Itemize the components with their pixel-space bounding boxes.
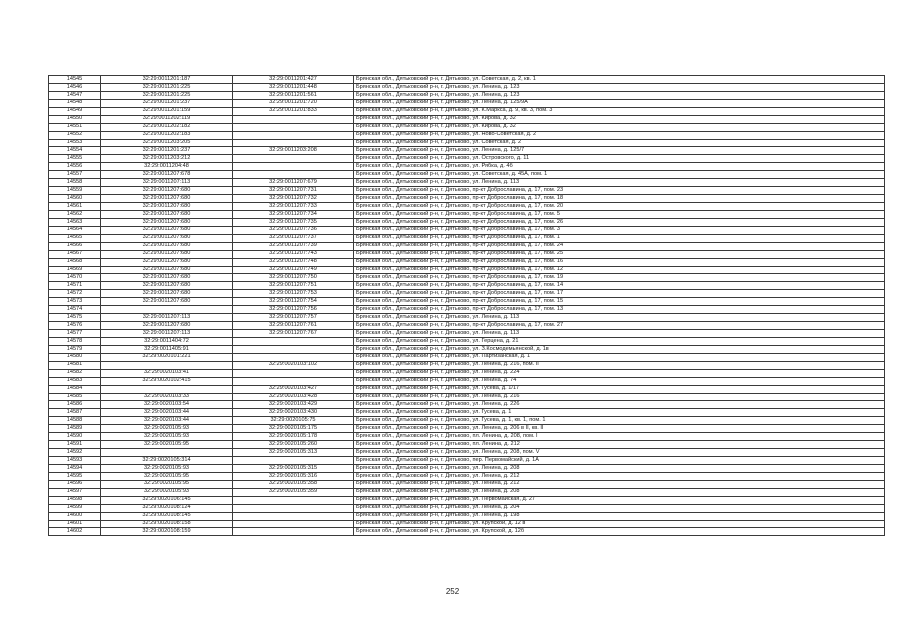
row-number-cell: 14577 bbox=[49, 330, 101, 338]
cadastral-number-cell: 32:29:0011203:205 bbox=[101, 139, 233, 147]
table-row bbox=[49, 337, 885, 345]
address-cell: Брянская обл., Дятьковский р-н, г. Дятьково, ул. Советская, д. 45А, пом. 1 bbox=[354, 171, 885, 179]
row-number-cell: 14554 bbox=[49, 147, 101, 155]
object-number-cell: 32:29:0011207:733 bbox=[233, 203, 354, 211]
object-number-cell: 32:29:0011207:734 bbox=[233, 210, 354, 218]
table-row bbox=[49, 504, 885, 512]
cadastral-number-cell: 32:29:0011207:680 bbox=[101, 203, 233, 211]
row-number-cell: 14589 bbox=[49, 425, 101, 433]
object-number-cell bbox=[233, 504, 354, 512]
row-number-cell: 14565 bbox=[49, 234, 101, 242]
address-cell: Брянская обл., Дятьковский р-н, г. Дятьково, пл. Ленина, д. 212 bbox=[354, 441, 885, 449]
row-number-cell: 14592 bbox=[49, 449, 101, 457]
cadastral-number-cell: 32:29:0011207:680 bbox=[101, 234, 233, 242]
row-number-cell: 14567 bbox=[49, 250, 101, 258]
cadastral-number-cell: 32:29:0020108:159 bbox=[101, 528, 233, 536]
table-row bbox=[49, 250, 885, 258]
cadastral-number-cell: 32:29:0011207:113 bbox=[101, 314, 233, 322]
object-number-cell bbox=[233, 520, 354, 528]
cadastral-number-cell bbox=[101, 449, 233, 457]
cadastral-number-cell: 32:29:0020103:54 bbox=[101, 401, 233, 409]
cadastral-number-cell: 32:29:0020103:44 bbox=[101, 409, 233, 417]
address-cell: Брянская обл., Дятьковский р-н, г. Дятьково, пр-кт Доброславина, д. 17, пом. 26 bbox=[354, 218, 885, 226]
row-number-cell: 14597 bbox=[49, 488, 101, 496]
row-number-cell: 14574 bbox=[49, 306, 101, 314]
address-cell: Брянская обл., Дятьковский р-н, г. Дятьково, пр-кт Доброславина, д. 17, пом. 23 bbox=[354, 187, 885, 195]
row-number-cell: 14548 bbox=[49, 99, 101, 107]
table-row bbox=[49, 107, 885, 115]
address-cell: Брянская обл., Дятьковский р-н, г. Дятьково, пр-кт Доброславина, д. 17, пом. 1 bbox=[354, 234, 885, 242]
object-number-cell: 32:29:0020105:358 bbox=[233, 480, 354, 488]
address-cell: Брянская обл., Дятьковский р-н, г. Дятьково, ул. Крупской, д. 12 в bbox=[354, 520, 885, 528]
object-number-cell bbox=[233, 353, 354, 361]
address-cell: Брянская обл., Дятьковский р-н, г. Дятьково, ул. К.Маркса, д. 9, кв. 3, пом. 3 bbox=[354, 107, 885, 115]
table-row bbox=[49, 464, 885, 472]
table-row bbox=[49, 377, 885, 385]
table-row bbox=[49, 449, 885, 457]
table-row bbox=[49, 425, 885, 433]
object-number-cell: 32:29:0011201:720 bbox=[233, 99, 354, 107]
row-number-cell: 14599 bbox=[49, 504, 101, 512]
cadastral-number-cell: 32:29:0020105:93 bbox=[101, 425, 233, 433]
address-cell: Брянская обл., Дятьковский р-н, г. Дятьково, ул. Ленина, д. 208 bbox=[354, 488, 885, 496]
row-number-cell: 14579 bbox=[49, 345, 101, 353]
address-cell: Брянская обл., Дятьковский р-н, г. Дятьково, ул. Ленина, д. 212 bbox=[354, 480, 885, 488]
row-number-cell: 14571 bbox=[49, 282, 101, 290]
cadastral-number-cell: 32:29:0011202:182 bbox=[101, 123, 233, 131]
object-number-cell: 32:29:0020103:427 bbox=[233, 385, 354, 393]
row-number-cell: 14575 bbox=[49, 314, 101, 322]
address-cell: Брянская обл., Дятьковский р-н, г. Дятьково, ул. Ленина, д. 198 bbox=[354, 512, 885, 520]
cadastral-number-cell: 32:29:0011201:237 bbox=[101, 99, 233, 107]
object-number-cell: 32:29:0020105:316 bbox=[233, 472, 354, 480]
address-cell: Брянская обл., Дятьковский р-н, г. Дятьково, пр-кт Доброславина, д. 17, пом. 13 bbox=[354, 306, 885, 314]
cadastral-number-cell: 32:29:0011201:225 bbox=[101, 83, 233, 91]
cadastral-number-cell: 32:29:0011207:113 bbox=[101, 330, 233, 338]
table-row bbox=[49, 218, 885, 226]
address-cell: Брянская обл., Дятьковский р-н, г. Дятьково, ул. Ленина, д. 113 bbox=[354, 314, 885, 322]
cadastral-number-cell: 32:29:0020105:93 bbox=[101, 464, 233, 472]
cadastral-number-cell: 32:29:0011404:72 bbox=[101, 337, 233, 345]
cadastral-number-cell: 32:29:0020105:95 bbox=[101, 472, 233, 480]
table-row bbox=[49, 306, 885, 314]
object-number-cell: 32:29:0011201:427 bbox=[233, 76, 354, 84]
object-number-cell bbox=[233, 512, 354, 520]
row-number-cell: 14557 bbox=[49, 171, 101, 179]
row-number-cell: 14595 bbox=[49, 472, 101, 480]
row-number-cell: 14594 bbox=[49, 464, 101, 472]
cadastral-number-cell: 32:29:0020103:41 bbox=[101, 369, 233, 377]
cadastral-number-cell: 32:29:0011203:212 bbox=[101, 155, 233, 163]
address-cell: Брянская обл., Дятьковский р-н, г. Дятьково, ул. Островского, д. 11 bbox=[354, 155, 885, 163]
table-row bbox=[49, 123, 885, 131]
row-number-cell: 14566 bbox=[49, 242, 101, 250]
table-row bbox=[49, 258, 885, 266]
table-row bbox=[49, 393, 885, 401]
address-cell: Брянская обл., Дятьковский р-н, г. Дятьково, ул. Советская, д. 2, кв. 1 bbox=[354, 76, 885, 84]
table-row bbox=[49, 195, 885, 203]
address-cell: Брянская обл., Дятьковский р-н, г. Дятьково, ул. Ленина, д. 113 bbox=[354, 330, 885, 338]
address-cell: Брянская обл., Дятьковский р-н, г. Дятьково, пр-кт Доброславина, д. 17, пом. 3 bbox=[354, 226, 885, 234]
row-number-cell: 14561 bbox=[49, 203, 101, 211]
table-row bbox=[49, 512, 885, 520]
table-row bbox=[49, 147, 885, 155]
object-number-cell: 32:29:0011207:743 bbox=[233, 250, 354, 258]
address-cell: Брянская обл., Дятьковский р-н, г. Дятьково, ул. Ленина, д. 208 bbox=[354, 464, 885, 472]
address-cell: Брянская обл., Дятьковский р-н, г. Дятьково, ул. Кирова, д. 32 bbox=[354, 123, 885, 131]
table-row bbox=[49, 353, 885, 361]
object-number-cell: 32:29:0011207:679 bbox=[233, 179, 354, 187]
address-cell: Брянская обл., Дятьковский р-н, г. Дятьково, ул. Ленина, д. 224 bbox=[354, 369, 885, 377]
table-row bbox=[49, 528, 885, 536]
row-number-cell: 14545 bbox=[49, 76, 101, 84]
table-row bbox=[49, 496, 885, 504]
address-cell: Брянская обл., Дятьковский р-н, г. Дятьково, пр-кт Доброславина, д. 17, пом. 20 bbox=[354, 203, 885, 211]
address-cell: Брянская обл., Дятьковский р-н, г. Дятьково, ул. Ново-Советская, д. 2 bbox=[354, 131, 885, 139]
address-cell: Брянская обл., Дятьковский р-н, г. Дятьково, пр-кт Доброславина, д. 17, пом. 18 bbox=[354, 195, 885, 203]
object-number-cell bbox=[233, 496, 354, 504]
object-number-cell bbox=[233, 115, 354, 123]
table-row bbox=[49, 131, 885, 139]
cadastral-number-cell: 32:29:0020101:221 bbox=[101, 353, 233, 361]
cadastral-number-cell: 32:29:0011207:680 bbox=[101, 242, 233, 250]
table-row bbox=[49, 187, 885, 195]
cadastral-number-cell: 32:29:0020108:158 bbox=[101, 520, 233, 528]
address-cell: Брянская обл., Дятьковский р-н, г. Дятьково, ул. Ленина, д. 123 bbox=[354, 91, 885, 99]
address-cell: Брянская обл., Дятьковский р-н, г. Дятьково, ул. Партизанская, д. 1 bbox=[354, 353, 885, 361]
table-row bbox=[49, 91, 885, 99]
cadastral-number-cell: 32:29:0011207:680 bbox=[101, 322, 233, 330]
row-number-cell: 14572 bbox=[49, 290, 101, 298]
object-number-cell bbox=[233, 163, 354, 171]
table-row bbox=[49, 139, 885, 147]
row-number-cell: 14550 bbox=[49, 115, 101, 123]
table-row bbox=[49, 155, 885, 163]
address-cell: Брянская обл., Дятьковский р-н, г. Дятьково, ул. Ленина, д. 74 bbox=[354, 377, 885, 385]
object-number-cell bbox=[233, 337, 354, 345]
row-number-cell: 14570 bbox=[49, 274, 101, 282]
cadastral-number-cell: 32:29:0020103:33 bbox=[101, 393, 233, 401]
cadastral-number-cell: 32:29:0011207:678 bbox=[101, 171, 233, 179]
object-number-cell: 32:29:0011207:757 bbox=[233, 314, 354, 322]
cadastral-number-cell: 32:29:0020108:145 bbox=[101, 512, 233, 520]
object-number-cell bbox=[233, 345, 354, 353]
row-number-cell: 14553 bbox=[49, 139, 101, 147]
object-number-cell bbox=[233, 457, 354, 465]
row-number-cell: 14598 bbox=[49, 496, 101, 504]
address-cell: Брянская обл., Дятьковский р-н, г. Дятьково, ул. З.Космодемьянской, д. 1в bbox=[354, 345, 885, 353]
address-cell: Брянская обл., Дятьковский р-н, г. Дятьково, ул. Гусева, д. 1 bbox=[354, 409, 885, 417]
object-number-cell: 32:29:0020103:430 bbox=[233, 409, 354, 417]
object-number-cell: 32:29:0011207:735 bbox=[233, 218, 354, 226]
table-row bbox=[49, 203, 885, 211]
object-number-cell: 32:29:0011207:737 bbox=[233, 234, 354, 242]
cadastral-number-cell: 32:29:0011207:680 bbox=[101, 226, 233, 234]
row-number-cell: 14578 bbox=[49, 337, 101, 345]
row-number-cell: 14600 bbox=[49, 512, 101, 520]
row-number-cell: 14582 bbox=[49, 369, 101, 377]
address-cell: Брянская обл., Дятьковский р-н, г. Дятьково, ул. Ленина, д. 216, пом. II bbox=[354, 361, 885, 369]
object-number-cell: 32:29:0020105:260 bbox=[233, 441, 354, 449]
table-row bbox=[49, 330, 885, 338]
cadastral-number-cell: 32:29:0020105:95 bbox=[101, 480, 233, 488]
row-number-cell: 14568 bbox=[49, 258, 101, 266]
table-row bbox=[49, 314, 885, 322]
object-number-cell: 32:29:0020105:359 bbox=[233, 488, 354, 496]
cadastral-number-cell: 32:29:0020106:145 bbox=[101, 496, 233, 504]
cadastral-number-cell: 32:29:0011204:48 bbox=[101, 163, 233, 171]
address-cell: Брянская обл., Дятьковский р-н, г. Дятьково, ул. Гусева, д. 1, кв. 1, пом. 1 bbox=[354, 417, 885, 425]
cadastral-number-cell: 32:29:0020105:314 bbox=[101, 457, 233, 465]
object-number-cell bbox=[233, 123, 354, 131]
cadastral-number-cell: 32:29:0020105:95 bbox=[101, 441, 233, 449]
cadastral-number-cell: 32:29:0011207:680 bbox=[101, 195, 233, 203]
object-number-cell bbox=[233, 377, 354, 385]
row-number-cell: 14601 bbox=[49, 520, 101, 528]
cadastral-number-cell: 32:29:0020105:93 bbox=[101, 433, 233, 441]
table-row bbox=[49, 179, 885, 187]
row-number-cell: 14560 bbox=[49, 195, 101, 203]
cadastral-number-cell: 32:29:0011202:183 bbox=[101, 131, 233, 139]
row-number-cell: 14588 bbox=[49, 417, 101, 425]
cadastral-number-cell: 32:29:0011207:680 bbox=[101, 250, 233, 258]
table-row bbox=[49, 385, 885, 393]
table-row bbox=[49, 401, 885, 409]
address-cell: Брянская обл., Дятьковский р-н, г. Дятьково, ул. Рябка, д. 4б bbox=[354, 163, 885, 171]
row-number-cell: 14581 bbox=[49, 361, 101, 369]
object-number-cell: 32:29:0011207:751 bbox=[233, 282, 354, 290]
address-cell: Брянская обл., Дятьковский р-н, г. Дятьково, пр-кт Доброславина, д. 17, пом. 27 bbox=[354, 322, 885, 330]
row-number-cell: 14569 bbox=[49, 266, 101, 274]
cadastral-number-cell: 32:29:0020103:44 bbox=[101, 417, 233, 425]
table-row bbox=[49, 520, 885, 528]
row-number-cell: 14555 bbox=[49, 155, 101, 163]
object-number-cell: 32:29:0011201:448 bbox=[233, 83, 354, 91]
address-cell: Брянская обл., Дятьковский р-н, г. Дятьково, пр-кт Доброславина, д. 17, пом. 12 bbox=[354, 266, 885, 274]
table-row bbox=[49, 171, 885, 179]
address-cell: Брянская обл., Дятьковский р-н, г. Дятьково, пр-кт Доброславина, д. 17, пом. 5 bbox=[354, 210, 885, 218]
row-number-cell: 14586 bbox=[49, 401, 101, 409]
table-row bbox=[49, 266, 885, 274]
cadastral-number-cell bbox=[101, 306, 233, 314]
address-cell: Брянская обл., Дятьковский р-н, г. Дятьково, ул. Кирова, д. 32 bbox=[354, 115, 885, 123]
row-number-cell: 14556 bbox=[49, 163, 101, 171]
cadastral-number-cell: 32:29:0011207:680 bbox=[101, 218, 233, 226]
row-number-cell: 14602 bbox=[49, 528, 101, 536]
address-cell: Брянская обл., Дятьковский р-н, г. Дятьково, ул. Ленина, д. 113 bbox=[354, 179, 885, 187]
row-number-cell: 14559 bbox=[49, 187, 101, 195]
table-row bbox=[49, 83, 885, 91]
object-number-cell: 32:29:0011201:561 bbox=[233, 91, 354, 99]
address-cell: Брянская обл., Дятьковский р-н, г. Дятьково, пр-кт Доброславина, д. 17, пом. 19 bbox=[354, 274, 885, 282]
object-number-cell: 32:29:0020105:313 bbox=[233, 449, 354, 457]
row-number-cell: 14546 bbox=[49, 83, 101, 91]
address-cell: Брянская обл., Дятьковский р-н, г. Дятьково, ул. Гусева, д. 1/17 bbox=[354, 385, 885, 393]
table-row bbox=[49, 472, 885, 480]
address-cell: Брянская обл., Дятьковский р-н, г. Дятьково, ул. Ленина, д. 226 bbox=[354, 401, 885, 409]
address-cell: Брянская обл., Дятьковский р-н, г. Дятьково, ул. Советская, д. 2 bbox=[354, 139, 885, 147]
table-row bbox=[49, 282, 885, 290]
row-number-cell: 14562 bbox=[49, 210, 101, 218]
row-number-cell: 14549 bbox=[49, 107, 101, 115]
cadastral-number-cell: 32:29:0011207:680 bbox=[101, 290, 233, 298]
row-number-cell: 14585 bbox=[49, 393, 101, 401]
table-row bbox=[49, 345, 885, 353]
table-row bbox=[49, 115, 885, 123]
row-number-cell: 14583 bbox=[49, 377, 101, 385]
table-row bbox=[49, 290, 885, 298]
cadastral-number-cell: 32:29:0020108:124 bbox=[101, 504, 233, 512]
object-number-cell bbox=[233, 528, 354, 536]
address-cell: Брянская обл., Дятьковский р-н, г. Дятьково, ул. Ленина, д. 212 bbox=[354, 472, 885, 480]
address-cell: Брянская обл., Дятьковский р-н, г. Дятьково, пр-кт Доброславина, д. 17, пом. 15 bbox=[354, 298, 885, 306]
object-number-cell: 32:29:0011207:732 bbox=[233, 195, 354, 203]
cadastral-number-cell: 32:29:0011207:680 bbox=[101, 282, 233, 290]
row-number-cell: 14591 bbox=[49, 441, 101, 449]
address-cell: Брянская обл., Дятьковский р-н, г. Дятьково, ул. Ленина, д. 208, пом. V bbox=[354, 449, 885, 457]
address-cell: Брянская обл., Дятьковский р-н, г. Дятьково, ул. Герцена, д. 21 bbox=[354, 337, 885, 345]
object-number-cell: 32:29:0011207:767 bbox=[233, 330, 354, 338]
table-row bbox=[49, 163, 885, 171]
row-number-cell: 14593 bbox=[49, 457, 101, 465]
object-number-cell bbox=[233, 139, 354, 147]
table-row bbox=[49, 242, 885, 250]
cadastral-number-cell: 32:29:0011201:237 bbox=[101, 147, 233, 155]
address-cell: Брянская обл., Дятьковский р-н, г. Дятьково, ул. Ленина, д. 216 bbox=[354, 393, 885, 401]
address-cell: Брянская обл., Дятьковский р-н, г. Дятьково, пер. Первомайский, д. 1А bbox=[354, 457, 885, 465]
row-number-cell: 14558 bbox=[49, 179, 101, 187]
object-number-cell: 32:29:0011207:731 bbox=[233, 187, 354, 195]
object-number-cell bbox=[233, 171, 354, 179]
cadastral-number-cell: 32:29:0011201:225 bbox=[101, 91, 233, 99]
cadastral-number-cell: 32:29:0011207:680 bbox=[101, 274, 233, 282]
cadastral-number-cell bbox=[101, 385, 233, 393]
object-number-cell: 32:29:0011207:761 bbox=[233, 322, 354, 330]
address-cell: Брянская обл., Дятьковский р-н, г. Дятьково, ул. Первомайская, д. 27 bbox=[354, 496, 885, 504]
object-number-cell: 32:29:0011207:756 bbox=[233, 306, 354, 314]
table-row bbox=[49, 234, 885, 242]
address-cell: Брянская обл., Дятьковский р-н, г. Дятьково, пр-кт Доброславина, д. 17, пом. 24 bbox=[354, 242, 885, 250]
table-row bbox=[49, 488, 885, 496]
row-number-cell: 14547 bbox=[49, 91, 101, 99]
cadastral-number-cell: 32:29:0020105:93 bbox=[101, 488, 233, 496]
table-row bbox=[49, 457, 885, 465]
object-number-cell: 32:29:0011207:753 bbox=[233, 290, 354, 298]
row-number-cell: 14587 bbox=[49, 409, 101, 417]
table-row bbox=[49, 274, 885, 282]
object-number-cell bbox=[233, 155, 354, 163]
table-row bbox=[49, 417, 885, 425]
row-number-cell: 14596 bbox=[49, 480, 101, 488]
object-number-cell: 32:29:0020105:315 bbox=[233, 464, 354, 472]
address-cell: Брянская обл., Дятьковский р-н, г. Дятьково, пл. Ленина, д. 208, пом. I bbox=[354, 433, 885, 441]
cadastral-number-cell: 32:29:0011207:680 bbox=[101, 187, 233, 195]
cadastral-table bbox=[48, 75, 885, 536]
table-row bbox=[49, 409, 885, 417]
table-row bbox=[49, 322, 885, 330]
object-number-cell bbox=[233, 131, 354, 139]
row-number-cell: 14576 bbox=[49, 322, 101, 330]
row-number-cell: 14590 bbox=[49, 433, 101, 441]
table-row bbox=[49, 210, 885, 218]
row-number-cell: 14563 bbox=[49, 218, 101, 226]
object-number-cell: 32:29:0011207:749 bbox=[233, 266, 354, 274]
table-row bbox=[49, 298, 885, 306]
row-number-cell: 14552 bbox=[49, 131, 101, 139]
row-number-cell: 14564 bbox=[49, 226, 101, 234]
cadastral-number-cell: 32:29:0011207:680 bbox=[101, 298, 233, 306]
object-number-cell: 32:29:0020103:428 bbox=[233, 393, 354, 401]
address-cell: Брянская обл., Дятьковский р-н, г. Дятьково, ул. Ленина, д. 206 в II, кв. II bbox=[354, 425, 885, 433]
row-number-cell: 14584 bbox=[49, 385, 101, 393]
row-number-cell: 14573 bbox=[49, 298, 101, 306]
table-row bbox=[49, 441, 885, 449]
object-number-cell: 32:29:0011201:833 bbox=[233, 107, 354, 115]
table-row bbox=[49, 480, 885, 488]
table-row bbox=[49, 433, 885, 441]
row-number-cell: 14551 bbox=[49, 123, 101, 131]
object-number-cell: 32:29:0011207:748 bbox=[233, 258, 354, 266]
address-cell: Брянская обл., Дятьковский р-н, г. Дятьково, пр-кт Доброславина, д. 17, пом. 16 bbox=[354, 258, 885, 266]
cadastral-number-cell: 32:29:0011207:680 bbox=[101, 258, 233, 266]
table-row bbox=[49, 76, 885, 84]
cadastral-number-cell: 32:29:0011207:680 bbox=[101, 266, 233, 274]
table-row bbox=[49, 99, 885, 107]
table-row bbox=[49, 369, 885, 377]
page-number: 252 bbox=[445, 587, 460, 596]
cadastral-number-cell: 32:29:0011207:113 bbox=[101, 179, 233, 187]
object-number-cell: 32:29:0020105:178 bbox=[233, 433, 354, 441]
cadastral-number-cell: 32:29:0020102:415 bbox=[101, 377, 233, 385]
cadastral-number-cell: 32:29:0011405:91 bbox=[101, 345, 233, 353]
object-number-cell: 32:29:0020105:75 bbox=[233, 417, 354, 425]
object-number-cell: 32:29:0011207:750 bbox=[233, 274, 354, 282]
cadastral-number-cell: 32:29:0011202:119 bbox=[101, 115, 233, 123]
address-cell: Брянская обл., Дятьковский р-н, г. Дятьково, ул. Ленина, д. 125/9А bbox=[354, 99, 885, 107]
table-row bbox=[49, 226, 885, 234]
object-number-cell: 32:29:0011207:736 bbox=[233, 226, 354, 234]
address-cell: Брянская обл., Дятьковский р-н, г. Дятьково, ул. Ленина, д. 123 bbox=[354, 83, 885, 91]
object-number-cell: 32:29:0020103:102 bbox=[233, 361, 354, 369]
address-cell: Брянская обл., Дятьковский р-н, г. Дятьково, пр-кт Доброславина, д. 17, пом. 17 bbox=[354, 290, 885, 298]
cadastral-number-cell bbox=[101, 361, 233, 369]
cadastral-number-cell: 32:29:0011201:159 bbox=[101, 107, 233, 115]
cadastral-number-cell: 32:29:0011201:187 bbox=[101, 76, 233, 84]
object-number-cell: 32:29:0011207:739 bbox=[233, 242, 354, 250]
address-cell: Брянская обл., Дятьковский р-н, г. Дятьково, ул. Ленина, д. 204 bbox=[354, 504, 885, 512]
address-cell: Брянская обл., Дятьковский р-н, г. Дятьково, пр-кт Доброславина, д. 17, пом. 25 bbox=[354, 250, 885, 258]
object-number-cell: 32:29:0011207:754 bbox=[233, 298, 354, 306]
table-row bbox=[49, 361, 885, 369]
object-number-cell: 32:29:0011203:208 bbox=[233, 147, 354, 155]
address-cell: Брянская обл., Дятьковский р-н, г. Дятьково, ул. Ленина, д. 125/7 bbox=[354, 147, 885, 155]
address-cell: Брянская обл., Дятьковский р-н, г. Дятьково, пр-кт Доброславина, д. 17, пом. 14 bbox=[354, 282, 885, 290]
object-number-cell: 32:29:0020103:429 bbox=[233, 401, 354, 409]
row-number-cell: 14580 bbox=[49, 353, 101, 361]
object-number-cell bbox=[233, 369, 354, 377]
table-body bbox=[49, 76, 885, 536]
address-cell: Брянская обл., Дятьковский р-н, г. Дятьково, ул. Крупской, д. 12б bbox=[354, 528, 885, 536]
object-number-cell: 32:29:0020105:175 bbox=[233, 425, 354, 433]
cadastral-number-cell: 32:29:0011207:680 bbox=[101, 210, 233, 218]
